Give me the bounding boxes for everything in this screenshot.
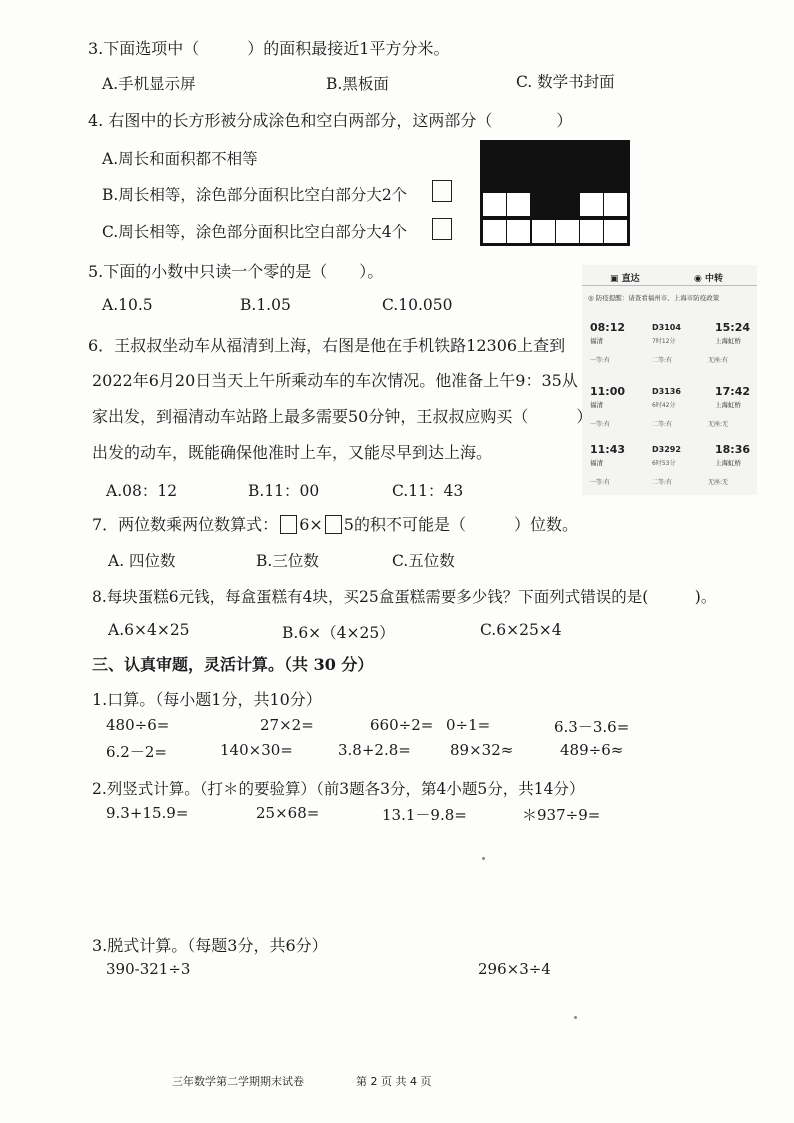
grid-cell [482,192,507,217]
q6-line-3: 家出发，到福清动车站路上最多需要50分钟，王叔叔应购买（ ） [92,407,593,426]
train-number: D3292 [652,445,681,454]
oral-problem: 3.8+2.8= [338,741,411,759]
duration: 6时53分 [652,460,676,467]
arrival-time: 17:42 [715,385,751,398]
arrival-time: 18:36 [715,443,751,456]
railway-app-screenshot [582,265,757,495]
seat-second: 二等:有 [652,357,673,364]
oral-problem: 89×32≈ [450,741,514,759]
oral-problem: 6.2－2= [106,743,167,761]
departure-station: 福清 [590,459,603,467]
q5-option-b: B.1.05 [240,296,291,314]
digit-blank-box [280,515,297,534]
grid-cell [579,192,604,217]
oral-problem: 27×2= [260,716,314,734]
oral-problem: 489÷6≈ [560,741,624,759]
q4-option-c: C.周长相等，涂色部分面积比空白部分大4个 [102,223,408,241]
seat-standing: 无座:无 [708,479,729,486]
seat-first: 一等:有 [590,479,611,486]
q3-option-a: A.手机显示屏 [102,75,196,93]
vertical-problem: 25×68= [256,804,320,822]
shaded-rectangle-figure [480,140,630,246]
grid-cell [555,219,580,244]
vertical-problem: ＊937÷9= [522,806,601,824]
stepwise-problem: 390-321÷3 [106,960,191,978]
q7-stem-suffix: 5的积不可能是（ ）位数。 [343,515,578,534]
departure-time: 11:00 [590,385,626,398]
arrival-station: 上海虹桥 [715,337,741,345]
arrival-time: 15:24 [715,321,751,334]
q4-unit-box-c [432,218,452,240]
arrival-station: 上海虹桥 [715,459,741,467]
scan-speck [482,857,485,860]
oral-problem: 0÷1= [446,716,491,734]
q8-option-a: A.6×4×25 [108,621,190,639]
grid-cell [603,192,628,217]
q3-option-c: C. 数学书封面 [516,73,615,91]
departure-station: 福清 [590,401,603,409]
q4-unit-box-b [432,180,452,202]
q7-option-c: C.五位数 [392,552,455,570]
q7-stem-middle: 6× [299,515,323,534]
departure-time: 08:12 [590,321,626,334]
q6-option-c: C.11：43 [392,482,464,500]
grid-cell [506,219,531,244]
q5-stem: 5.下面的小数中只读一个零的是（ ）。 [88,262,384,281]
seat-first: 一等:有 [590,357,611,364]
arrival-station: 上海虹桥 [715,401,741,409]
oral-calc-title: 1.口算。（每小题1分，共10分） [92,690,322,709]
q3-option-b: B.黑板面 [326,75,389,93]
tab-direct: ▣ 直达 [610,274,640,284]
q4-option-b: B.周长相等，涂色部分面积比空白部分大2个 [102,186,408,204]
q8-option-c: C.6×25×4 [480,621,562,639]
stepwise-calc-title: 3.脱式计算。（每题3分，共6分） [92,936,328,955]
tab-transfer-label: 中转 [705,274,724,284]
oral-problem: 6.3－3.6= [554,718,630,736]
seat-standing: 无座:有 [708,357,729,364]
q6-option-b: B.11：00 [248,482,320,500]
tab-direct-label: 直达 [621,274,640,284]
q6-option-a: A.08：12 [106,482,178,500]
footer-page-number: 第 2 页 共 4 页 [356,1075,432,1088]
train-number: D3104 [652,323,681,332]
train-number: D3136 [652,387,681,396]
q6-line-2: 2022年6月20日当天上午所乘动车的车次情况。他准备上午9：35从 [92,371,578,390]
q5-option-c: C.10.050 [382,296,453,314]
q3-stem: 3.下面选项中（ ）的面积最接近1平方分米。 [88,39,450,58]
q6-line-1: 6．王叔叔坐动车从福清到上海，右图是他在手机铁路12306上查到 [88,336,566,355]
grid-cell [531,219,556,244]
oral-problem: 660÷2= [370,716,434,734]
scan-speck [574,1016,577,1019]
section-3-title: 三、认真审题，灵活计算。（共 30 分） [92,655,374,674]
q7-stem [92,512,578,535]
grid-cell [603,219,628,244]
vertical-calc-title: 2.列竖式计算。（打＊的要验算）（前3题各3分，第4小题5分，共14分） [92,780,585,798]
duration: 6时42分 [652,402,676,409]
seat-first: 一等:有 [590,421,611,428]
tab-transfer: ◉ 中转 [694,274,724,284]
q8-stem: 8.每块蛋糕6元钱，每盒蛋糕有4块，买25盒蛋糕需要多少钱？下面列式错误的是( )。 [92,588,717,606]
q8-option-b: B.6×（4×25） [282,624,395,642]
footer-exam-title: 三年数学第二学期期末试卷 [172,1075,304,1088]
q4-option-a: A.周长和面积都不相等 [102,150,258,168]
digit-blank-box [325,515,342,534]
epidemic-notice-text: 防疫提醒：请查看福州市、上海市防疫政策 [595,294,720,302]
q7-stem-prefix: 7．两位数乘两位数算式： [92,515,279,534]
oral-problem: 480÷6= [106,716,170,734]
grid-cell [579,219,604,244]
vertical-problem: 9.3+15.9= [106,804,189,822]
duration: 7时12分 [652,338,676,345]
q5-option-a: A.10.5 [102,296,153,314]
oral-problem: 140×30= [220,741,293,759]
q4-stem: 4. 右图中的长方形被分成涂色和空白两部分，这两部分（ ） [88,111,573,130]
grid-cell [482,219,507,244]
seat-second: 二等:有 [652,421,673,428]
stepwise-problem: 296×3÷4 [478,960,551,978]
q7-option-b: B.三位数 [256,552,319,570]
departure-time: 11:43 [590,443,626,456]
vertical-problem: 13.1－9.8= [382,806,467,824]
seat-second: 二等:有 [652,479,673,486]
seat-standing: 无座:无 [708,421,729,428]
grid-cell [506,192,531,217]
q7-option-a: A. 四位数 [108,552,176,570]
departure-station: 福清 [590,337,603,345]
q6-line-4: 出发的动车，既能确保他准时上车，又能尽早到达上海。 [92,443,493,462]
epidemic-notice: ◎ 防疫提醒：请查看福州市、上海市防疫政策 [588,294,720,302]
